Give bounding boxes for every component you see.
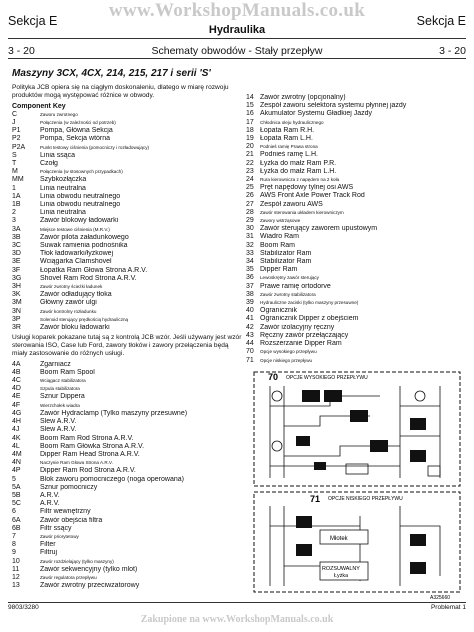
key-code: 3D: [12, 250, 21, 258]
key-code: 25: [246, 184, 254, 192]
key-row: [12, 402, 244, 410]
key-description: Wiadro Ram: [260, 233, 299, 241]
key-row: [12, 549, 244, 557]
key-row: [12, 308, 244, 316]
key-code: 23: [246, 167, 254, 175]
key-code: 1A: [12, 192, 21, 200]
key-row: [12, 517, 244, 525]
page-subtitle: Schematy obwodów - Stały przepływ: [151, 45, 323, 57]
key-description: A.R.V.: [40, 491, 60, 499]
key-code: 43: [246, 331, 254, 339]
key-code: 11: [12, 565, 20, 573]
key-code: 3M: [12, 299, 22, 307]
key-row: [246, 225, 464, 233]
key-code: 3C: [12, 242, 21, 250]
key-description: Połączenia (w stosownych przypadkach): [40, 169, 123, 175]
key-description: Sznur Dippera: [40, 393, 85, 401]
key-row: [246, 110, 464, 118]
key-row: [12, 144, 244, 152]
key-row: [12, 484, 244, 492]
spread-label: ROZSUWALNY: [322, 566, 360, 572]
key-description: Ręczny zawór przełączający: [260, 331, 349, 339]
key-row: [246, 119, 464, 127]
key-code: 10: [12, 557, 20, 565]
key-row: [12, 361, 244, 369]
key-code: P2: [12, 135, 21, 143]
key-description: Zawór sterujący zaworem upustowym: [260, 225, 378, 233]
figure-id: A325660: [430, 595, 451, 601]
key-code: 33: [246, 249, 254, 257]
key-description: Zawór bloku ładowarki: [40, 324, 110, 332]
footer-doc-number: 9803/3280: [8, 604, 39, 611]
key-description: Zawór blokowy ładowarki: [40, 217, 119, 225]
right-column: [246, 94, 464, 365]
key-row: [12, 574, 244, 582]
footer-issue: Problemat 1: [430, 604, 466, 611]
component-key-heading: Component Key: [12, 102, 66, 110]
key-description: Zawór obejścia filtra: [40, 516, 103, 524]
key-description: Linia neutralna: [40, 209, 86, 217]
key-row: [246, 217, 464, 225]
key-code: 39: [246, 299, 254, 307]
watermark-top: www.WorkshopManuals.co.uk: [108, 0, 366, 21]
key-row: [12, 324, 244, 332]
key-description: Hydrauliczne zaciski (tylko maszyny przesuwne): [260, 300, 359, 306]
key-description: Zawór priorytetowy: [40, 533, 79, 539]
key-description: Lewoskrętny zawór sterujący: [260, 275, 319, 281]
key-row: [246, 258, 464, 266]
key-code: 28: [246, 208, 254, 216]
key-row: [12, 283, 244, 291]
key-code: 31: [246, 233, 254, 241]
key-row: [246, 184, 464, 192]
key-row: [246, 315, 464, 323]
key-code: 5: [12, 475, 16, 483]
key-code: P2A: [12, 143, 26, 151]
key-row: [12, 217, 244, 225]
key-code: 4P: [12, 467, 21, 475]
key-description: Linia obwodu neutralnego: [40, 192, 121, 200]
key-description: Miejsce testowe ciśnienia (M.R.V.): [40, 226, 110, 232]
key-description: Zawór zwrotny stabilizatora: [260, 291, 316, 297]
key-row: [12, 168, 244, 176]
key-row: [12, 209, 244, 217]
page-number-right: 3 - 20: [439, 45, 466, 57]
key-code: 4F: [12, 401, 21, 409]
key-code: 7: [12, 532, 16, 540]
key-row: [12, 111, 244, 119]
key-description: Filter: [40, 541, 56, 549]
key-description: Łyżka do małż Ram P.R.: [260, 159, 337, 167]
key-code: T: [12, 160, 17, 168]
key-row: [246, 242, 464, 250]
component-key-list-right: [246, 94, 464, 365]
key-row: [12, 426, 244, 434]
key-code: 29: [246, 217, 254, 225]
key-row: [12, 267, 244, 275]
key-description: Linia obwodu neutralnego: [40, 201, 121, 209]
key-code: 2: [12, 209, 16, 217]
key-code: 8: [12, 541, 16, 549]
key-code: C: [12, 110, 18, 118]
key-description: Łopata Ram L.H.: [260, 135, 313, 143]
key-row: [12, 275, 244, 283]
key-code: 5A: [12, 483, 21, 491]
key-row: [246, 324, 464, 332]
key-row: [12, 299, 244, 307]
key-description: Pompa, Sekcja wtórna: [40, 135, 111, 143]
key-code: 35: [246, 266, 254, 274]
key-code: 20: [246, 143, 254, 151]
key-description: Podnieś ramę L.H.: [260, 151, 318, 159]
key-description: Zaworu zwrotnego: [40, 111, 78, 117]
key-description: A.R.V.: [40, 500, 60, 508]
key-code: 4A: [12, 360, 21, 368]
key-description: Dipper Ram: [260, 266, 298, 274]
box71-label: OPCJE NISKIEGO PRZEPŁYWU: [328, 496, 403, 502]
key-description: Naczynie Ram Głowa Strona A.R.V.: [40, 460, 113, 466]
key-code: 40: [246, 307, 254, 315]
header-rule: [8, 38, 466, 39]
key-description: Łopatka Ram Głowa Strona A.R.V.: [40, 266, 148, 274]
key-description: Zespół zaworu selektora systemu płynnej jazdy: [260, 102, 407, 110]
key-row: [246, 274, 464, 282]
key-code: 22: [246, 159, 254, 167]
key-code: 6: [12, 508, 16, 516]
key-row: [12, 291, 244, 299]
key-code: 30: [246, 225, 254, 233]
key-row: [246, 250, 464, 258]
key-description: Sznur pomocniczy: [40, 483, 98, 491]
key-description: Zawór pilota załadunkowego: [40, 233, 129, 241]
key-row: [12, 508, 244, 516]
key-description: Shovel Ram Rod Strona A.R.V.: [40, 274, 137, 282]
key-code: 4K: [12, 434, 21, 442]
key-code: 6B: [12, 524, 21, 532]
key-description: AWS Front Axle Power Track Rod: [260, 192, 365, 200]
key-description: Opcje niskiego przepływu: [260, 357, 313, 363]
key-description: Dipper Ram Head Strona A.R.V.: [40, 450, 140, 458]
high-flow-box: [254, 372, 460, 486]
key-code: 3B: [12, 233, 21, 241]
key-description: Główny zawór ulgi: [40, 299, 97, 307]
key-description: Boom Ram Rod Strona A.R.V.: [40, 434, 134, 442]
key-row: [246, 340, 464, 348]
key-row: [246, 348, 464, 356]
key-description: Łopata Ram R.H.: [260, 126, 315, 134]
key-description: Zawór kontrolny rozładunku: [40, 308, 97, 314]
key-code: 19: [246, 135, 254, 143]
key-description: Zawór zwrotny przeciwzatorowy: [40, 582, 140, 590]
hydraulic-schematic: [250, 366, 464, 602]
key-row: [12, 467, 244, 475]
component-key-list-2: [12, 361, 244, 591]
key-code: 12: [12, 573, 20, 581]
key-code: 32: [246, 241, 254, 249]
key-description: Wciągarka Clamshovel: [40, 258, 112, 266]
key-description: Zgarniacz: [40, 360, 71, 368]
key-code: P1: [12, 127, 21, 135]
key-code: 42: [246, 323, 254, 331]
key-description: Tłok ładowarki/łyżkowej: [40, 250, 114, 258]
key-description: Zawór Hydraclamp (Tylko maszyny przesuwne): [40, 409, 188, 417]
bucket-label: Łyżka: [334, 573, 349, 579]
key-code: 5C: [12, 500, 21, 508]
key-row: [246, 143, 464, 151]
key-row: [12, 582, 244, 590]
key-description: Filtr wewnętrzny: [40, 508, 91, 516]
key-row: [246, 168, 464, 176]
key-description: Filtr ssący: [40, 524, 72, 532]
key-row: [12, 250, 244, 258]
key-description: Zawór rozdzielający (tylko maszyny): [40, 558, 114, 564]
subheader-rule: [8, 58, 466, 59]
key-description: Suwak ramienia podnośnika: [40, 242, 128, 250]
policy-text: Polityka JCB opiera się na ciągłym doskonaleniu, dlatego w miarę rozwoju produktów mogą występować różnice w obwody.: [12, 84, 229, 99]
key-row: [246, 201, 464, 209]
left-column: [12, 64, 244, 590]
key-description: Blok zaworu pomocniczego (noga operowana): [40, 475, 184, 483]
key-row: [12, 226, 244, 234]
key-description: Szpula stabilizatora: [40, 386, 80, 392]
key-description: Slew A.R.V.: [40, 426, 77, 434]
key-row: [246, 192, 464, 200]
key-row: [246, 176, 464, 184]
key-row: [246, 135, 464, 143]
key-code: 4J: [12, 426, 20, 434]
key-row: [12, 566, 244, 574]
key-row: [246, 283, 464, 291]
key-code: 15: [246, 102, 254, 110]
key-description: Czołg: [40, 160, 58, 168]
key-row: [12, 393, 244, 401]
key-row: [12, 451, 244, 459]
key-row: [246, 307, 464, 315]
key-row: [246, 94, 464, 102]
key-description: Połączenia (w zależności od potrzeb): [40, 120, 116, 125]
key-code: 4L: [12, 442, 20, 450]
key-row: [12, 135, 244, 143]
key-code: 41: [246, 315, 254, 323]
key-code: 71: [246, 356, 254, 364]
section-label-left: Sekcja E: [8, 14, 58, 28]
key-code: 3N: [12, 307, 21, 315]
key-description: Punkt testowy ciśnienia (pomocniczy i rozładowujący): [40, 144, 150, 150]
key-description: Boom Ram: [260, 241, 296, 249]
key-code: 3A: [12, 225, 21, 233]
key-code: 17: [246, 118, 254, 126]
key-description: Łyżka do małż Ram L.H.: [260, 167, 337, 175]
key-row: [246, 151, 464, 159]
key-row: [12, 435, 244, 443]
key-description: Akumulator Systemu Gładkiej Jazdy: [260, 110, 373, 118]
key-row: [12, 185, 244, 193]
key-description: Stabilizator Ram: [260, 249, 312, 257]
key-code: 1: [12, 184, 16, 192]
key-row: [12, 443, 244, 451]
key-code: 4N: [12, 459, 21, 467]
key-description: Pręt napędowy tylnej osi AWS: [260, 184, 354, 192]
key-code: 4H: [12, 418, 21, 426]
key-code: 4G: [12, 409, 22, 417]
key-description: Wciągacz stabilizatora: [40, 378, 86, 384]
key-code: 3F: [12, 266, 21, 274]
key-row: [246, 209, 464, 217]
key-code: 4E: [12, 393, 21, 401]
key-row: [12, 533, 244, 541]
key-description: Podnieś ramię Prawa strona: [260, 144, 318, 150]
key-description: Zawór sterowania układem kierowniczym: [260, 209, 344, 215]
key-row: [246, 332, 464, 340]
key-code: MM: [12, 176, 24, 184]
key-code: 3G: [12, 274, 22, 282]
key-row: [12, 127, 244, 135]
component-key-list: [12, 111, 244, 332]
key-code: 9: [12, 549, 16, 557]
key-description: Zawór zwrotny ścieżki ładunek: [40, 284, 103, 290]
control-pattern-note: Usługi koparek pokazane tutaj są z kontrolą JCB wzór. Jeśli używany jest wzór sterowania ISO, Case lub Ford, zawory tłoków i zawory przełączenia będą miały zastosowanie do różnych usługi.: [12, 334, 242, 357]
key-code: 3E: [12, 258, 21, 266]
key-description: Prawe ramię ortodorve: [260, 282, 331, 290]
key-row: [12, 316, 244, 324]
key-code: 3P: [12, 315, 21, 323]
key-code: 27: [246, 200, 254, 208]
key-description: Boom Ram Główka Strona A.R.V.: [40, 442, 145, 450]
key-code: J: [12, 119, 16, 126]
key-code: 26: [246, 192, 254, 200]
key-row: [246, 291, 464, 299]
key-code: 14: [246, 94, 254, 101]
key-code: 3K: [12, 291, 21, 299]
key-description: Ogranicznik: [260, 307, 297, 315]
key-description: Linia ssąca: [40, 151, 76, 159]
key-row: [12, 176, 244, 184]
key-code: 4D: [12, 385, 21, 393]
key-row: [12, 492, 244, 500]
key-description: Rozszerzanie Dipper Ram: [260, 340, 342, 348]
watermark-bottom: Zakupione na www.WorkshopManuals.co.uk: [140, 614, 334, 625]
key-row: [12, 418, 244, 426]
key-code: 3R: [12, 324, 21, 332]
key-description: Opcje wysokiego przepływu: [260, 349, 317, 355]
section-label-right: Sekcja E: [416, 14, 466, 28]
key-code: 16: [246, 110, 254, 118]
key-row: [12, 377, 244, 385]
key-code: 5B: [12, 491, 21, 499]
key-description: Ogranicznik Dipper z obejściem: [260, 315, 359, 323]
key-code: 21: [246, 151, 254, 159]
key-row: [12, 410, 244, 418]
key-row: [12, 201, 244, 209]
key-code: 4M: [12, 450, 22, 458]
key-description: Boom Ram Spool: [40, 368, 95, 376]
key-code: 36: [246, 274, 254, 282]
hammer-label: Młotek: [330, 536, 348, 542]
key-code: 3: [12, 217, 16, 225]
key-row: [12, 541, 244, 549]
key-code: 37: [246, 282, 254, 290]
key-description: Zawór sekwencyjny (tylko mlot): [40, 565, 138, 573]
key-row: [12, 160, 244, 168]
key-code: 18: [246, 126, 254, 134]
key-description: Pompa, Główna Sekcja: [40, 127, 113, 135]
key-row: [12, 476, 244, 484]
key-code: M: [12, 168, 18, 176]
key-row: [12, 152, 244, 160]
key-description: Rura kierownicza z napędem na 2 koła: [260, 177, 340, 183]
key-row: [246, 357, 464, 365]
key-row: [12, 234, 244, 242]
key-row: [12, 558, 244, 566]
key-row: [246, 127, 464, 135]
key-row: [12, 459, 244, 467]
key-description: Zawory wstrząsowe: [260, 218, 301, 224]
key-description: Linia neutralna: [40, 184, 86, 192]
key-description: Zespół zaworu AWS: [260, 200, 323, 208]
key-description: Stabilizator Ram: [260, 258, 312, 266]
key-code: 4B: [12, 368, 21, 376]
key-code: 24: [246, 176, 254, 184]
machines-title: Maszyny 3CX, 4CX, 214, 215, 217 i serii 'S': [12, 68, 211, 79]
key-code: 38: [246, 290, 254, 298]
key-row: [246, 160, 464, 168]
page-number-left: 3 - 20: [8, 45, 35, 57]
key-description: Szybkozłączka: [40, 176, 87, 184]
key-code: 34: [246, 258, 254, 266]
key-description: Zawór regulatora przepływu: [40, 574, 97, 580]
key-code: 70: [246, 348, 254, 356]
high-flow-valves: [296, 390, 426, 470]
key-row: [12, 500, 244, 508]
key-description: Slew A.R.V.: [40, 418, 77, 426]
key-code: 6A: [12, 516, 21, 524]
key-row: [12, 369, 244, 377]
key-row: [246, 102, 464, 110]
key-row: [12, 193, 244, 201]
key-description: Zawór zwrotny (opcjonalny): [260, 94, 346, 101]
key-row: [12, 242, 244, 250]
footer-rule: [8, 602, 466, 603]
box71-number: 71: [310, 494, 321, 504]
key-row: [12, 258, 244, 266]
key-code: 1B: [12, 201, 21, 209]
key-description: Dipper Ram Rod Strona A.R.V.: [40, 467, 136, 475]
key-description: Zawór izolacyjny ręczny: [260, 323, 335, 331]
key-description: Wierzchołek wiadra: [40, 402, 80, 408]
key-description: Zawór odładujący tłoka: [40, 291, 112, 299]
high-flow-symbols: [272, 391, 440, 476]
key-description: Chłodnica oleju hydraulicznego: [260, 119, 324, 125]
key-row: [12, 385, 244, 393]
key-code: S: [12, 151, 17, 159]
key-row: [12, 119, 244, 127]
box70-number: 70: [268, 372, 279, 382]
key-description: Filtruj: [40, 549, 58, 557]
key-code: 13: [12, 582, 20, 590]
key-code: 44: [246, 340, 254, 348]
key-code: 3H: [12, 283, 21, 291]
key-row: [246, 233, 464, 241]
page-title: Hydraulika: [208, 24, 266, 36]
key-row: [12, 525, 244, 533]
key-row: [246, 266, 464, 274]
key-row: [246, 299, 464, 307]
key-code: 4C: [12, 377, 21, 385]
key-description: Solenoid sterujący prędkością hydrauliczną: [40, 316, 129, 322]
box70-label: OPCJE WYSOKIEGO PRZEPŁYWU: [286, 375, 368, 381]
